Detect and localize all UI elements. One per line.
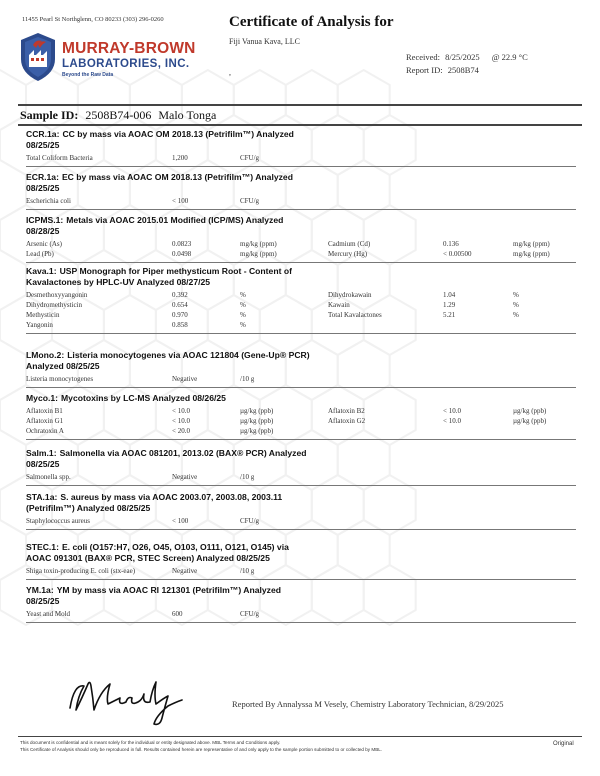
- analyte-name: Total Kavalactones: [328, 311, 382, 319]
- section-method: Mycotoxins by LC-MS Analyzed 08/26/25: [61, 393, 226, 403]
- section-code: YM.1a:: [26, 585, 54, 595]
- section-title: [26, 448, 316, 470]
- section-divider: [26, 333, 576, 334]
- result-unit: %: [240, 291, 246, 299]
- result-row: [26, 426, 576, 436]
- result-unit: mg/kg (ppm): [240, 240, 277, 248]
- result-value: < 10.0: [172, 407, 190, 415]
- section-divider: [26, 622, 576, 623]
- received-temp: @ 22.9 °C: [491, 52, 528, 62]
- result-value: 1.29: [443, 301, 456, 309]
- client-extra: ,: [229, 68, 231, 77]
- section-title: [26, 266, 316, 288]
- lab-address: 11455 Pearl St Northglenn, CO 80233 (303) 296-0260: [22, 16, 164, 23]
- result-value: 1,200: [172, 154, 188, 162]
- analyte-name: Methysticin: [26, 311, 60, 319]
- received-line: [406, 52, 528, 62]
- test-section: [26, 542, 576, 576]
- result-value: 5.21: [443, 311, 456, 319]
- analyte-name: Shiga toxin-producing E. coli (stx-eae): [26, 567, 136, 575]
- analyte-name: Aflatoxin G2: [328, 417, 366, 425]
- result-unit: %: [513, 311, 519, 319]
- result-unit: %: [240, 301, 246, 309]
- test-section: [26, 448, 576, 482]
- section-title: [26, 585, 316, 607]
- section-method: E. coli (O157:H7, O26, O45, O103, O111, O121, O145) via AOAC 091301 (BAX® PCR, STEC Screen) Analyzed 08/25/25: [26, 542, 289, 563]
- section-divider: [26, 579, 576, 580]
- analyte-name: Listeria monocytogenes: [26, 375, 94, 383]
- test-section: [26, 350, 576, 384]
- result-row: [26, 472, 576, 482]
- result-row: [26, 406, 576, 416]
- hexagon-shape: [0, 250, 26, 310]
- result-value: 0.858: [172, 321, 188, 329]
- result-unit: %: [513, 301, 519, 309]
- shield-logo-icon: [18, 31, 58, 83]
- analyte-name: Yangonin: [26, 321, 53, 329]
- analyte-name: Ochratoxin A: [26, 427, 64, 435]
- result-unit: %: [513, 291, 519, 299]
- test-section: [26, 585, 576, 619]
- result-row: [26, 566, 576, 576]
- section-divider: [26, 166, 576, 167]
- test-section: [26, 492, 576, 526]
- hexagon-shape: [0, 160, 26, 220]
- hexagon-shape: [0, 520, 26, 580]
- result-unit: CFU/g: [240, 197, 260, 205]
- hexagon-shape: [338, 70, 390, 130]
- result-row: [26, 249, 576, 259]
- original-label: Original: [553, 741, 574, 747]
- section-method: Listeria monocytogenes via AOAC 121804 (Gene-Up® PCR) Analyzed 08/25/25: [26, 350, 310, 371]
- section-divider: [26, 387, 576, 388]
- result-row: [26, 374, 576, 384]
- section-divider: [26, 209, 576, 210]
- result-value: Negative: [172, 473, 198, 481]
- result-unit: µg/kg (ppb): [513, 417, 547, 425]
- result-value: < 20.0: [172, 427, 190, 435]
- analyte-name: Aflatoxin G1: [26, 417, 64, 425]
- section-title: [26, 492, 316, 514]
- received-label: Received:: [406, 52, 440, 62]
- analyte-name: Lead (Pb): [26, 250, 54, 258]
- sample-id: 2508B74-006: [85, 108, 152, 122]
- result-value: < 100: [172, 197, 189, 205]
- section-code: Myco.1:: [26, 393, 58, 403]
- result-row: [26, 320, 576, 330]
- analyte-name: Arsenic (As): [26, 240, 62, 248]
- hexagon-shape: [0, 340, 26, 400]
- result-unit: %: [240, 311, 246, 319]
- analyte-name: Yeast and Mold: [26, 610, 71, 618]
- logo-tagline: Beyond the Raw Data: [62, 72, 114, 78]
- result-value: 0.0498: [172, 250, 192, 258]
- sample-line: [20, 108, 216, 123]
- analyte-name: Salmonella spp.: [26, 473, 71, 481]
- analyte-name: Staphylococcus aureus: [26, 517, 90, 525]
- result-row: [26, 239, 576, 249]
- result-row: [26, 196, 576, 206]
- section-divider: [26, 529, 576, 530]
- hexagon-shape: [286, 70, 338, 130]
- result-value: 0.136: [443, 240, 459, 248]
- result-row: [26, 416, 576, 426]
- result-value: < 10.0: [443, 417, 461, 425]
- test-section: [26, 215, 576, 259]
- result-unit: /10 g: [240, 567, 255, 575]
- analyte-name: Total Coliform Bacteria: [26, 154, 93, 162]
- header-divider: [18, 104, 582, 106]
- lab-logo: [18, 29, 218, 85]
- sample-name: Malo Tonga: [158, 108, 217, 122]
- result-row: [26, 609, 576, 619]
- section-method: EC by mass via AOAC OM 2018.13 (Petrifilm™) Analyzed 08/25/25: [26, 172, 293, 193]
- section-code: CCR.1a:: [26, 129, 60, 139]
- section-title: [26, 350, 316, 372]
- section-title: [26, 215, 316, 237]
- result-value: 0.392: [172, 291, 188, 299]
- section-code: Kava.1:: [26, 266, 57, 276]
- result-unit: mg/kg (ppm): [513, 240, 550, 248]
- result-value: 0.654: [172, 301, 188, 309]
- result-value: 0.970: [172, 311, 188, 319]
- analyte-name: Mercury (Hg): [328, 250, 368, 258]
- section-divider: [26, 262, 576, 263]
- test-section: [26, 266, 576, 330]
- result-row: [26, 516, 576, 526]
- analyte-name: Aflatoxin B2: [328, 407, 365, 415]
- result-value: Negative: [172, 375, 198, 383]
- logo-line2: LABORATORIES, INC.: [62, 58, 190, 70]
- result-unit: %: [240, 321, 246, 329]
- result-value: < 10.0: [172, 417, 190, 425]
- analyte-name: Cadmium (Cd): [328, 240, 371, 248]
- section-method: Salmonella via AOAC 081201, 2013.02 (BAX® PCR) Analyzed 08/25/25: [26, 448, 307, 469]
- result-value: 0.0823: [172, 240, 192, 248]
- result-row: [26, 290, 576, 300]
- document-title: Certificate of Analysis for: [229, 14, 394, 30]
- result-unit: CFU/g: [240, 154, 260, 162]
- section-method: CC by mass via AOAC OM 2018.13 (Petrifilm™) Analyzed 08/25/25: [26, 129, 294, 150]
- result-value: < 0.00500: [443, 250, 472, 258]
- section-title: [26, 172, 316, 194]
- analyte-name: Desmethoxyyangonin: [26, 291, 88, 299]
- hexagon-shape: [234, 70, 286, 130]
- section-code: STEC.1:: [26, 542, 59, 552]
- section-method: YM by mass via AOAC RI 121301 (Petrifilm™) Analyzed 08/25/25: [26, 585, 282, 606]
- analyte-name: Dihydrokawain: [328, 291, 372, 299]
- result-unit: µg/kg (ppb): [240, 417, 274, 425]
- analyte-name: Aflatoxin B1: [26, 407, 63, 415]
- test-section: [26, 129, 576, 163]
- signature-image: [64, 676, 194, 730]
- result-unit: CFU/g: [240, 517, 260, 525]
- result-row: [26, 153, 576, 163]
- report-line: [406, 65, 479, 75]
- result-unit: /10 g: [240, 473, 255, 481]
- result-value: 600: [172, 610, 183, 618]
- reported-by: Reported By Annalyssa M Vesely, Chemistry Laboratory Technician, 8/29/2025: [232, 699, 504, 709]
- section-divider: [26, 485, 576, 486]
- report-label: Report ID:: [406, 65, 443, 75]
- analyte-name: Kawain: [328, 301, 350, 309]
- section-code: STA.1a:: [26, 492, 58, 502]
- result-value: < 100: [172, 517, 189, 525]
- analyte-name: Escherichia coli: [26, 197, 71, 205]
- report-id: 2508B74: [447, 65, 479, 75]
- sample-label: Sample ID:: [20, 108, 79, 122]
- section-code: LMono.2:: [26, 350, 65, 360]
- section-code: Salm.1:: [26, 448, 57, 458]
- result-unit: /10 g: [240, 375, 255, 383]
- section-code: ICPMS.1:: [26, 215, 64, 225]
- result-unit: µg/kg (ppb): [513, 407, 547, 415]
- result-value: 1.04: [443, 291, 456, 299]
- logo-line1: MURRAY-BROWN: [62, 40, 196, 57]
- section-code: ECR.1a:: [26, 172, 59, 182]
- result-unit: mg/kg (ppm): [240, 250, 277, 258]
- hexagon-shape: [0, 430, 26, 490]
- footer-line2: This Certificate of Analysis should only be reproduced in full. Results contained herein are representative of and only apply to the sample portion submitted to or collected by MBL.: [20, 747, 383, 752]
- footer-divider: [18, 736, 582, 737]
- result-row: [26, 310, 576, 320]
- footer-line1: This document is confidential and is meant solely for the individual or entity designated above. MBL Terms and Conditions apply.: [20, 740, 281, 745]
- result-value: < 10.0: [443, 407, 461, 415]
- client-name: Fiji Vanua Kava, LLC: [229, 37, 300, 46]
- received-date: 8/25/2025: [445, 52, 480, 62]
- result-unit: µg/kg (ppb): [240, 427, 274, 435]
- test-section: [26, 172, 576, 206]
- result-unit: mg/kg (ppm): [513, 250, 550, 258]
- section-title: [26, 542, 316, 564]
- result-row: [26, 300, 576, 310]
- result-unit: µg/kg (ppb): [240, 407, 274, 415]
- test-section: [26, 393, 576, 436]
- section-title: [26, 129, 316, 151]
- section-method: Metals via AOAC 2015.01 Modified (ICP/MS) Analyzed 08/28/25: [26, 215, 284, 236]
- result-unit: CFU/g: [240, 610, 260, 618]
- sample-divider: [18, 124, 582, 126]
- section-method: USP Monograph for Piper methysticum Root - Content of Kavalactones by HPLC-UV Analyzed 08/27/25: [26, 266, 292, 287]
- section-title: [26, 393, 316, 404]
- result-value: Negative: [172, 567, 198, 575]
- section-divider: [26, 439, 576, 440]
- analyte-name: Dihydromethysticin: [26, 301, 82, 309]
- section-method: S. aureus by mass via AOAC 2003.07, 2003.08, 2003.11 (Petrifilm™) Analyzed 08/25/25: [26, 492, 283, 513]
